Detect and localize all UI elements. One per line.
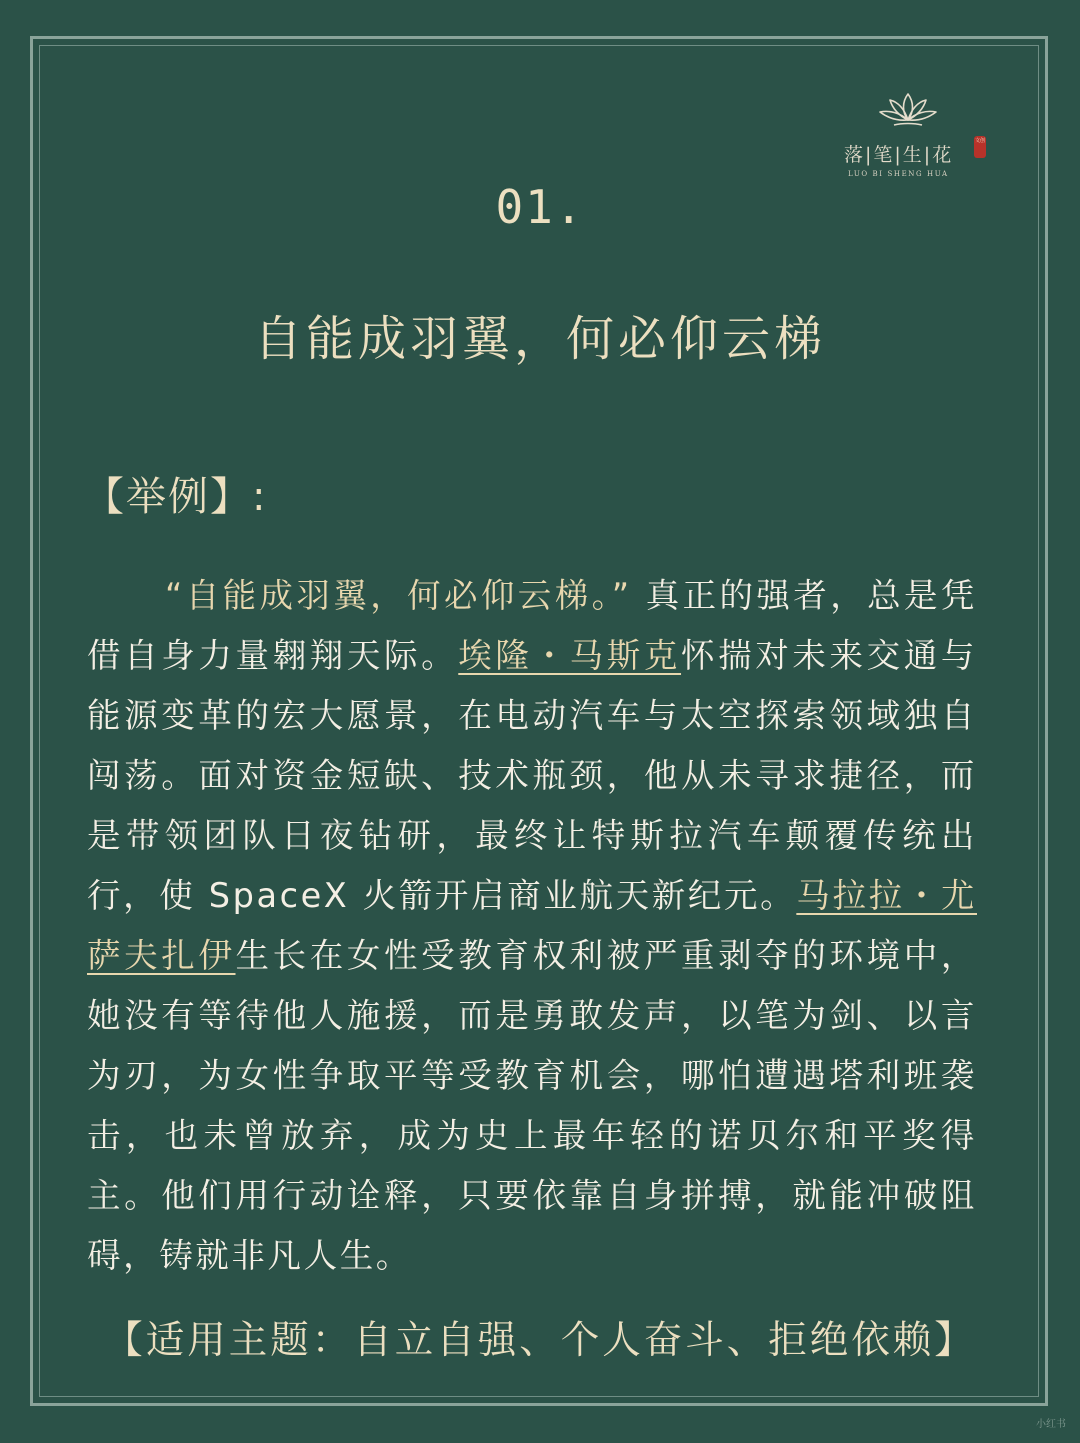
paragraph-segment: 怀揣对未来交通与能源变革的宏大愿景，在电动汽车与太空探索领域独自闯荡。面对资金短缺、技术瓶颈，他从未寻求捷径，而是带领团队日夜钻研，最终让特斯拉汽车颠覆传统出行，使 SpaceX 火箭开启商业航天新纪元。 (87, 636, 978, 915)
watermark: 小红书 (1036, 1419, 1066, 1430)
logo-chinese-text: 落|笔|生|花 (844, 144, 954, 166)
paragraph-segment: 生长在女性受教育权利被严重剥夺的环境中，她没有等待他人施援，而是勇敢发声，以笔为剑、以言为刃，为女性争取平等受教育机会，哪怕遭遇塔利班袭击，也未曾放弃，成为史上最年轻的诺贝尔和平奖得主。他们用行动诠释，只要依靠自身拼搏，就能冲破阻碍，铸就非凡人生。 (87, 936, 978, 1275)
logo-seal-stamp: 文创 (974, 136, 986, 158)
applicable-themes: 【适用主题：自立自强、个人奋斗、拒绝依赖】 (104, 1318, 976, 1363)
paragraph-segment: 真正的强者，总是凭借自身力量翱翔天际。 (87, 576, 977, 675)
highlight-name-malala: 马拉拉・尤萨夫扎伊 (87, 876, 977, 975)
page-title: 自能成羽翼，何必仰云梯 (253, 311, 826, 367)
section-number: 01. (495, 180, 585, 234)
highlight-name-musk: 埃隆・马斯克 (458, 636, 682, 675)
example-label: 【举例】: (84, 474, 268, 520)
lotus-icon (876, 88, 940, 132)
example-paragraph (87, 566, 977, 1286)
opening-quote: “自能成羽翼，何必仰云梯。” (165, 576, 632, 615)
logo-pinyin-text: LUO BI SHENG HUA (848, 170, 949, 178)
brand-logo (838, 88, 998, 188)
